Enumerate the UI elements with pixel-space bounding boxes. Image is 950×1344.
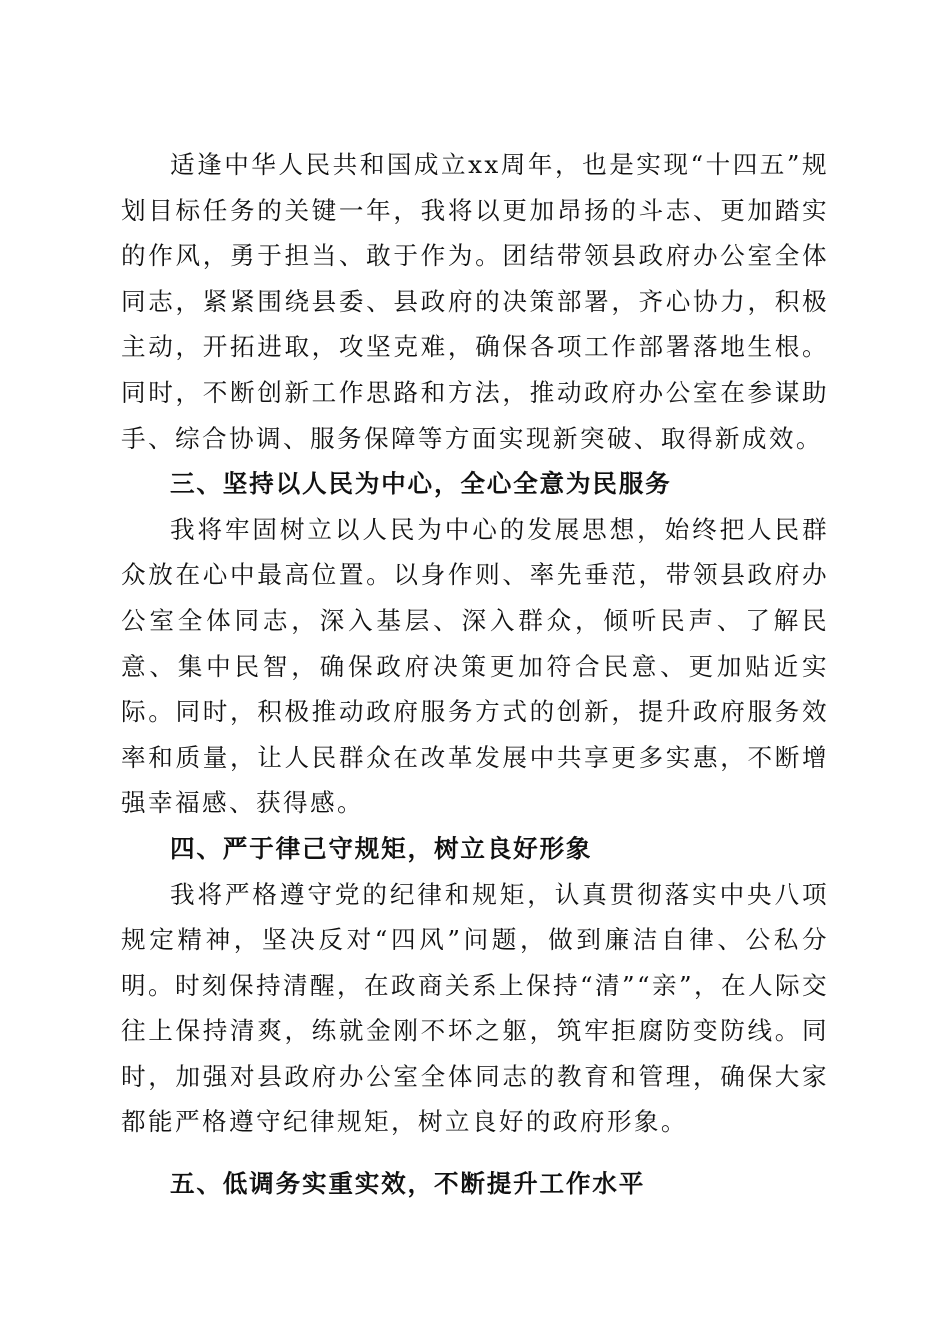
body-paragraph: 适逢中华人民共和国成立xx周年，也是实现“十四五”规划目标任务的关键一年，我将以更加昂扬的斗志、更加踏实的作风，勇于担当、敢于作为。团结带领县政府办公室全体同志，紧紧围绕县委、县政府的决策部署，齐心协力，积极主动，开拓进取，攻坚克难，确保各项工作部署落地生根。同时，不断创新工作思路和方法，推动政府办公室在参谋助手、综合协调、服务保障等方面实现新突破、取得新成效。 [121, 150, 829, 453]
section-heading: 三、坚持以人民为中心，全心全意为民服务 [170, 469, 672, 499]
body-paragraph: 我将牢固树立以人民为中心的发展思想，始终把人民群众放在心中最高位置。以身作则、率先垂范，带领县政府办公室全体同志，深入基层、深入群众，倾听民声、了解民意、集中民智，确保政府决策更加符合民意、更加贴近实际。同时，积极推动政府服务方式的创新，提升政府服务效率和质量，让人民群众在改革发展中共享更多实惠，不断增强幸福感、获得感。 [121, 514, 829, 818]
section-heading: 五、低调务实重实效，不断提升工作水平 [170, 1169, 646, 1199]
document-page [121, 142, 829, 1207]
body-paragraph: 我将严格遵守党的纪律和规矩，认真贯彻落实中央八项规定精神，坚决反对“四风”问题，做到廉洁自律、公私分明。时刻保持清醒，在政商关系上保持“清”“亲”，在人际交往上保持清爽，练就金刚不坏之躯，筑牢拒腐防变防线。同时，加强对县政府办公室全体同志的教育和管理，确保大家都能严格遵守纪律规矩，树立良好的政府形象。 [121, 879, 829, 1137]
section-heading: 四、严于律己守规矩，树立良好形象 [170, 833, 593, 863]
